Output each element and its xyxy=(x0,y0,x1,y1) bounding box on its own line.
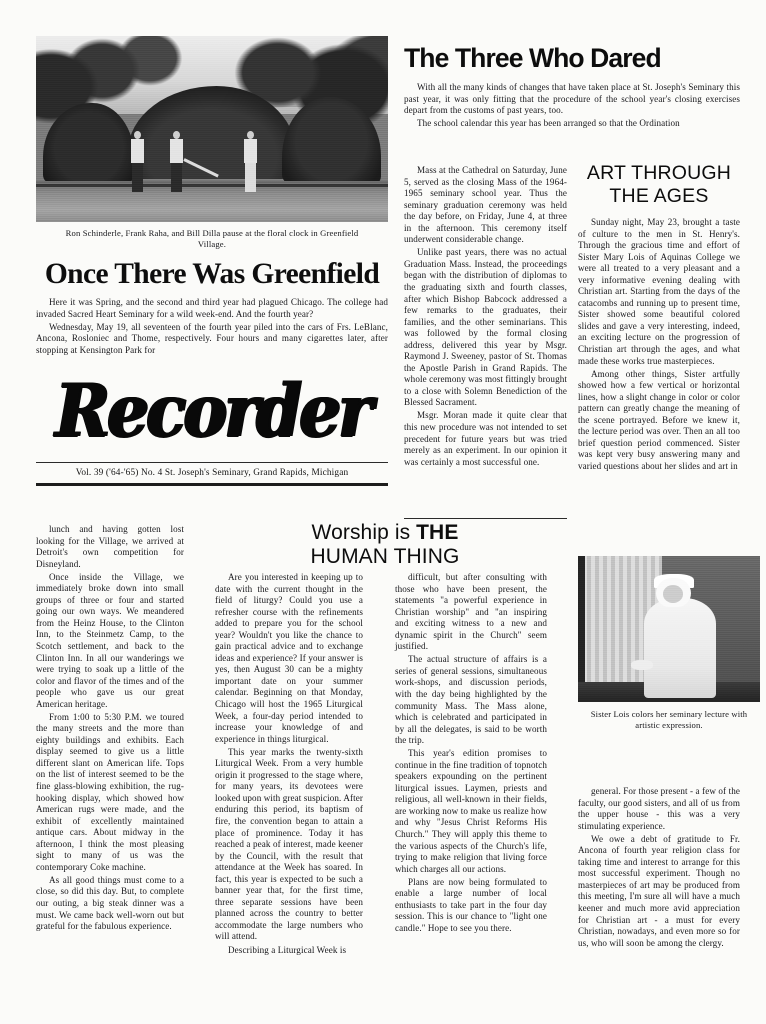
paragraph: Wednesday, May 19, all seventeen of the fourth year piled into the cars of Frs. LeBlanc, Ancona, Rosloniec and Thome, respectively. Four hours and many cigarettes later, after stopping at Kensington Park for xyxy=(36,321,388,355)
paragraph: The school calendar this year has been arranged so that the Ordination xyxy=(417,118,680,129)
three-who-dared-column xyxy=(404,165,567,468)
paragraph: Once inside the Village, we immediately broke down into small groups of three or four and started going our own ways. We meandered from the Heinz House, to the Clinton Inn, to the Steinmetz Camp, to the Scotch settlement, and back to the Clinton Inn. In all our wanderings we were trying to soak up a little of the color and flavor of the times and of the people who gave us our great American heritage. xyxy=(36,571,184,709)
paragraph: We owe a debt of gratitude to Fr. Ancona of fourth year religion class for taking time and interest to arrange for this most successful experiment. Though no masterpieces of art may be produced from this meeting, I'm sure all will have a much keener and much more avid appreciation for Christian art - a must for every Christian, nowadays, and even more so for us, who will soon be among the clergy. xyxy=(578,833,740,948)
paragraph: Among other things, Sister artfully showed how a few vertical or horizontal lines, how a slight change in color or color pattern can greatly change the meaning of the scene portrayed. Before we knew it, the lecture period was over. Then an all too brief question period commenced. Sister was kept very busy answering many and varied questions about her slides and art in xyxy=(578,368,740,471)
headline-three-who-dared: The Three Who Dared xyxy=(404,43,661,73)
sister-lois-photo-caption: Sister Lois colors her seminary lecture with artistic expression. xyxy=(590,709,748,730)
art-through-ages-text xyxy=(578,217,740,473)
paragraph: difficult, but after consulting with those who have been present, the statements "a powerful experience in Christian worship" and "an inspiring and exciting witness to a new and dynamic spirit in the Church" seem justified. xyxy=(395,572,547,652)
paragraph: Sunday night, May 23, brought a taste of culture to the men in St. Henry's. Through the gracious time and effort of Sister Mary Lois of Aquinas College we were all treated to a very pleasant and a very informative evening dealing with Christian art. Starting from the days of the catacombs and running up to present time, Sister showed some beautiful colored slides and gave a very interesting, indeed, an exciting lecture on the progression of Christian art through the ages, and what made these works true masterpieces. xyxy=(578,217,740,366)
paragraph: This year marks the twenty-sixth Liturgical Week. From a very humble origin it progressed to the stage where, for many years, its devotees were looked upon with great suspicion. After enduring this period, its baptism of fire, the convention began to attain a place of prominence. Today it has reached a peak of interest, made keener by the Council, with the result that attendance at the Week has soared. In fact, this year is expected to be such a banner year that, for the first time, three separate sessions have been planned across the country to better accommodate the large numbers who will attend. xyxy=(215,746,363,942)
headline-art-through-the-ages xyxy=(578,162,740,207)
greenfield-lead-text xyxy=(36,297,388,356)
paragraph: Here it was Spring, and the second and third year had plagued Chicago. The college had invaded Sacred Heart Seminary for a wild week-end. And the fourth year? xyxy=(36,297,388,319)
divider-three-who-dared-bottom xyxy=(404,518,567,519)
three-who-dared-block xyxy=(404,44,740,130)
headline-line-1 xyxy=(215,521,555,545)
headline-bold-part: THE xyxy=(416,521,459,544)
greenfield-village-photo xyxy=(36,36,388,222)
headline-plain-part: Worship is xyxy=(311,521,417,544)
paragraph: Msgr. Moran made it quite clear that this new procedure was not intended to set precedent for future years but was tried merely as an experiment. In our opinion it was certainly a most successful one. xyxy=(404,410,567,467)
masthead-subtitle: Vol. 39 ('64-'65) No. 4 St. Joseph's Seminary, Grand Rapids, Michigan xyxy=(75,468,349,478)
paragraph: From 1:00 to 5:30 P.M. we toured the many streets and the more than eighty buildings and exhibits. Each display seemed to give us a little different slant on American life. Tops on the list of interest seemed to be the fine glass-blowing exhibition, the rug-hooking display, which showed how American rugs were made, and the exhibit of excellently maintained antique cars. About midway in the afternoon, I think the most pleasing sight to many of us was the contemporary Coke machine. xyxy=(36,711,184,872)
paragraph: general. For those present - a few of the faculty, our good sisters, and all of us from the upper house - this was a very stimulating experience. xyxy=(578,786,740,831)
paragraph: The actual structure of affairs is a series of general sessions, simultaneous work-shops, and discussion periods, with the day being highlighted by the community Mass. The Mass alone, which is celebrated and participated in by all the delegates, is said to be worth the trip. xyxy=(395,654,547,746)
headline-line-2: HUMAN THING xyxy=(310,544,460,568)
paragraph: Unlike past years, there was no actual Graduation Mass. Instead, the proceedings began with the distribution of diplomas to the graduating sixth and fourth classes, after which Bishop Babcock addressed a few remarks to the graduates, their families, and the other seminarians. This was followed by the formal closing address, delivered this year by Msgr. Raymond J. Sweeney, pastor of St. Thomas the Apostle Parish in Grand Rapids. The whole ceremony was most fittingly brought to a close with Solemn Benediction of the Blessed Sacrament. xyxy=(404,247,567,408)
art-through-ages-continuation-column xyxy=(578,786,740,949)
three-who-dared-lead xyxy=(404,82,740,130)
paragraph: Mass at the Cathedral on Saturday, June 5, served as the closing Mass of the 1964-1965 seminary school year. Thus the seminary graduation ceremony was held the day before, on Friday, June 4, at three in the afternoon. This ceremony itself underwent considerable change. xyxy=(404,165,567,245)
greenfield-photo-block xyxy=(36,36,388,356)
paragraph: Plans are now being formulated to enable a large number of local enthusiasts to take part in the four day session. This is our chance to "light one candle." Hope to see you there. xyxy=(395,876,547,933)
sister-lois-photo xyxy=(578,556,760,702)
headline-once-there-was-greenfield: Once There Was Greenfield xyxy=(44,258,380,290)
masthead-rule-top xyxy=(36,462,388,463)
worship-column-two xyxy=(395,572,547,934)
masthead xyxy=(36,368,388,486)
paragraph: Are you interested in keeping up to date with the current thought in the field of liturgy? Could you use a refresher course with the refinements added to prepare you for the school year? Wouldn't you like the chance to gain practical advice and to exchange ideas and experience? If your answer is yes, then August 30 can be a mighty important date on your summer calendar. Beginning on that Monday, Chicago will host the 1965 Liturgical Week, a four-day period intended to increase your knowledge of and experience in things liturgical. xyxy=(215,572,363,744)
sister-lois-block xyxy=(578,556,760,731)
masthead-rule-bottom xyxy=(36,483,388,486)
paragraph: This year's edition promises to continue in the fine tradition of topnotch speakers expounding on the pertinent liturgical issues. Laymen, priests and religious, all well-known in their fields, are working now to make us realize how and why "Jesus Christ Reforms His Church." They will apply this theme to the various aspects of the Church's life, trying to make religion that living force which charges all our actions. xyxy=(395,748,547,874)
art-through-ages-block xyxy=(578,162,740,473)
greenfield-continuation-column xyxy=(36,524,184,933)
headline-line-1: ART THROUGH xyxy=(586,162,732,184)
headline-line-2: THE AGES xyxy=(609,184,709,207)
paragraph: As all good things must come to a close, so did this day. But, to complete our outing, a big steak dinner was a must. We came back well-worn out but grateful for the fabulous experience. xyxy=(36,874,184,932)
paragraph: With all the many kinds of changes that have taken place at St. Joseph's Seminary this past year, it was only fitting that the procedure of the school year's closing exercises depart from the customs of past years, too. xyxy=(404,82,740,116)
paragraph: lunch and having gotten lost looking for the Village, we arrived at Detroit's own competition for Disneyland. xyxy=(36,524,184,569)
worship-column-one xyxy=(215,572,363,956)
paragraph: Describing a Liturgical Week is xyxy=(228,944,347,955)
headline-worship-is-the-human-thing xyxy=(215,521,555,568)
masthead-title: Recorder xyxy=(54,368,370,455)
greenfield-photo-caption: Ron Schinderle, Frank Raha, and Bill Dilla pause at the floral clock in Greenfield Village. xyxy=(65,228,359,249)
